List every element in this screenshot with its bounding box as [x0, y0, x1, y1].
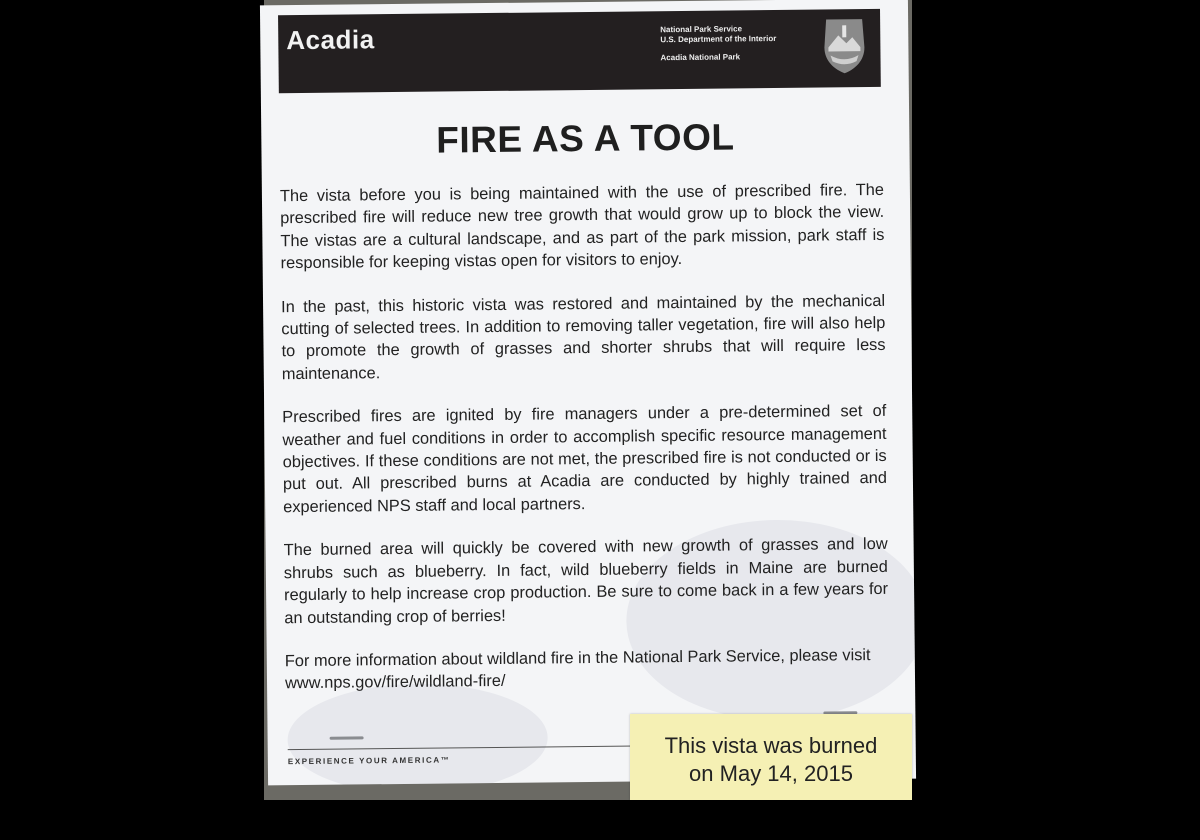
- nps-arrowhead-icon: [820, 17, 869, 75]
- notice-heading: FIRE AS A TOOL: [436, 116, 735, 161]
- sticky-line-2: on May 14, 2015: [689, 761, 853, 786]
- banner-title: Acadia: [286, 24, 375, 56]
- sign-sheet: [260, 0, 916, 785]
- agency-line-2: U.S. Department of the Interior: [660, 34, 777, 45]
- footer-tagline: EXPERIENCE YOUR AMERICA™: [287, 755, 451, 767]
- banner-park-name: Acadia National Park: [660, 52, 741, 63]
- paragraph-regrowth: The burned area will quickly be covered with new growth of grasses and low shrubs such as blueberry. In fact, wild blueberry fields in Maine are burned regularly to help increase crop production. Be sure to come back in a few years for an outstanding crop of berries!: [283, 535, 889, 627]
- paragraph-more-info: For more information about wildland fire in the National Park Service, please visit www.nps.gov/fire/wildland-fire/: [284, 645, 871, 693]
- agency-line-1: National Park Service: [660, 24, 743, 35]
- sticky-line-1: This vista was burned: [664, 733, 878, 758]
- staple: [330, 736, 364, 739]
- notice-body: [280, 179, 890, 716]
- paragraph-purpose: The vista before you is being maintained with the use of prescribed fire. The prescribed fire will reduce new tree growth that would grow up to block the view. The vistas are a cultural landscape, and as part of the park mission, park staff is responsible for keeping vistas open for visitors to enjoy.: [279, 180, 885, 273]
- sticky-note: [630, 714, 912, 800]
- park-banner: [278, 9, 881, 93]
- paragraph-ignition: Prescribed fires are ignited by fire managers under a pre-determined set of weather and fuel conditions in order to accomplish specific resource management objectives. If these conditions are not met, the prescribed fire is not conducted or is put out. All prescribed burns at Acadia are conducted by highly trained and experienced NPS staff and local partners.: [282, 402, 888, 517]
- banner-agency: [660, 24, 776, 45]
- paragraph-history: In the past, this historic vista was restored and maintained by the mechanical cutting of selected trees. In addition to removing taller vegetation, fire will also help to promote the growth of grasses and shorter shrubs that will require less maintenance.: [280, 291, 886, 384]
- sticky-note-text: [630, 732, 912, 788]
